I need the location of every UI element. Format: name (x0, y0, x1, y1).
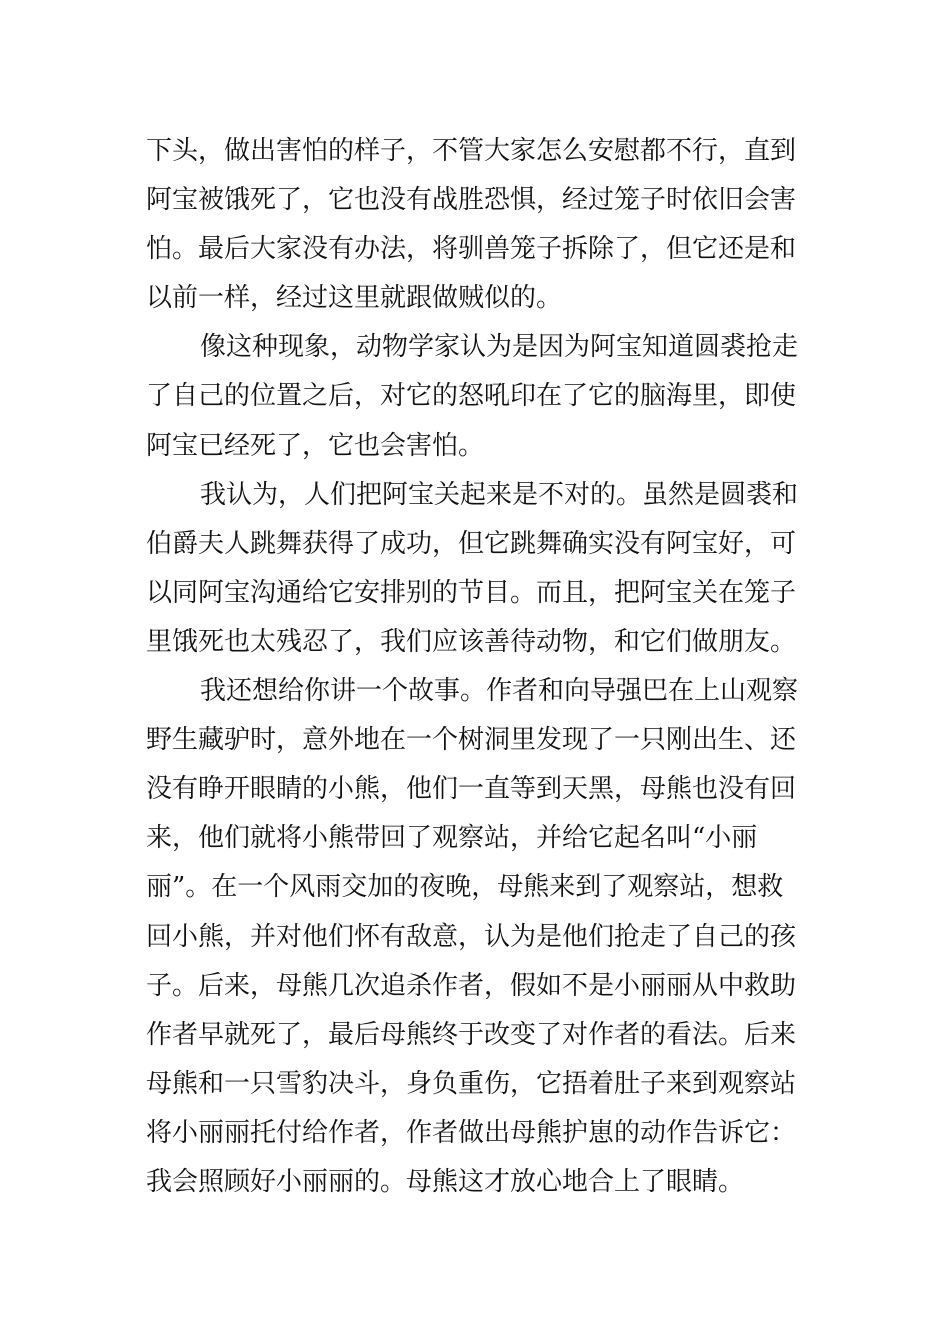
text-line: 将小丽丽托付给作者，作者做出母熊护崽的动作告诉它： (146, 1117, 797, 1148)
paragraph-first-line: 我认为，人们把阿宝关起来是不对的。虽然是圆裘和 (200, 479, 799, 510)
text-line: 阿宝已经死了，它也会害怕。 (146, 430, 485, 461)
text-line: 没有睁开眼睛的小熊，他们一直等到天黑，母熊也没有回 (146, 774, 797, 805)
text-line: 里饿死也太残忍了，我们应该善待动物，和它们做朋友。 (146, 626, 797, 657)
text-line: 母熊和一只雪豹决斗，身负重伤，它捂着肚子来到观察站 (146, 1068, 797, 1099)
text-line: 下头，做出害怕的样子，不管大家怎么安慰都不行，直到 (146, 136, 797, 166)
text-line: 丽”。在一个风雨交加的夜晚，母熊来到了观察站，想救 (146, 872, 784, 903)
text-line: 伯爵夫人跳舞获得了成功，但它跳舞确实没有阿宝好，可 (146, 528, 797, 559)
text-line: 以同阿宝沟通给它安排别的节目。而且，把阿宝关在笼子 (146, 577, 797, 608)
text-line: 以前一样，经过这里就跟做贼似的。 (146, 283, 563, 314)
body-text (146, 127, 810, 1207)
paragraph-first-line: 像这种现象，动物学家认为是因为阿宝知道圆裘抢走 (200, 332, 799, 363)
text-line: 我会照顾好小丽丽的。母熊这才放心地合上了眼睛。 (146, 1166, 745, 1197)
text-line: 野生藏驴时，意外地在一个树洞里发现了一只刚出生、还 (146, 725, 797, 756)
text-line: 来，他们就将小熊带回了观察站，并给它起名叫“小丽 (146, 823, 758, 854)
text-line: 阿宝被饿死了，它也没有战胜恐惧，经过笼子时依旧会害 (146, 185, 797, 216)
text-line: 回小熊，并对他们怀有敌意，认为是他们抢走了自己的孩 (146, 921, 797, 952)
text-line: 怕。最后大家没有办法，将驯兽笼子拆除了，但它还是和 (146, 234, 797, 265)
text-line: 作者早就死了，最后母熊终于改变了对作者的看法。后来 (146, 1019, 797, 1050)
paragraph-first-line: 我还想给你讲一个故事。作者和向导强巴在上山观察 (200, 676, 799, 707)
text-line: 子。后来，母熊几次追杀作者，假如不是小丽丽从中救助 (146, 970, 797, 1001)
text-line: 了自己的位置之后，对它的怒吼印在了它的脑海里，即使 (146, 381, 797, 412)
